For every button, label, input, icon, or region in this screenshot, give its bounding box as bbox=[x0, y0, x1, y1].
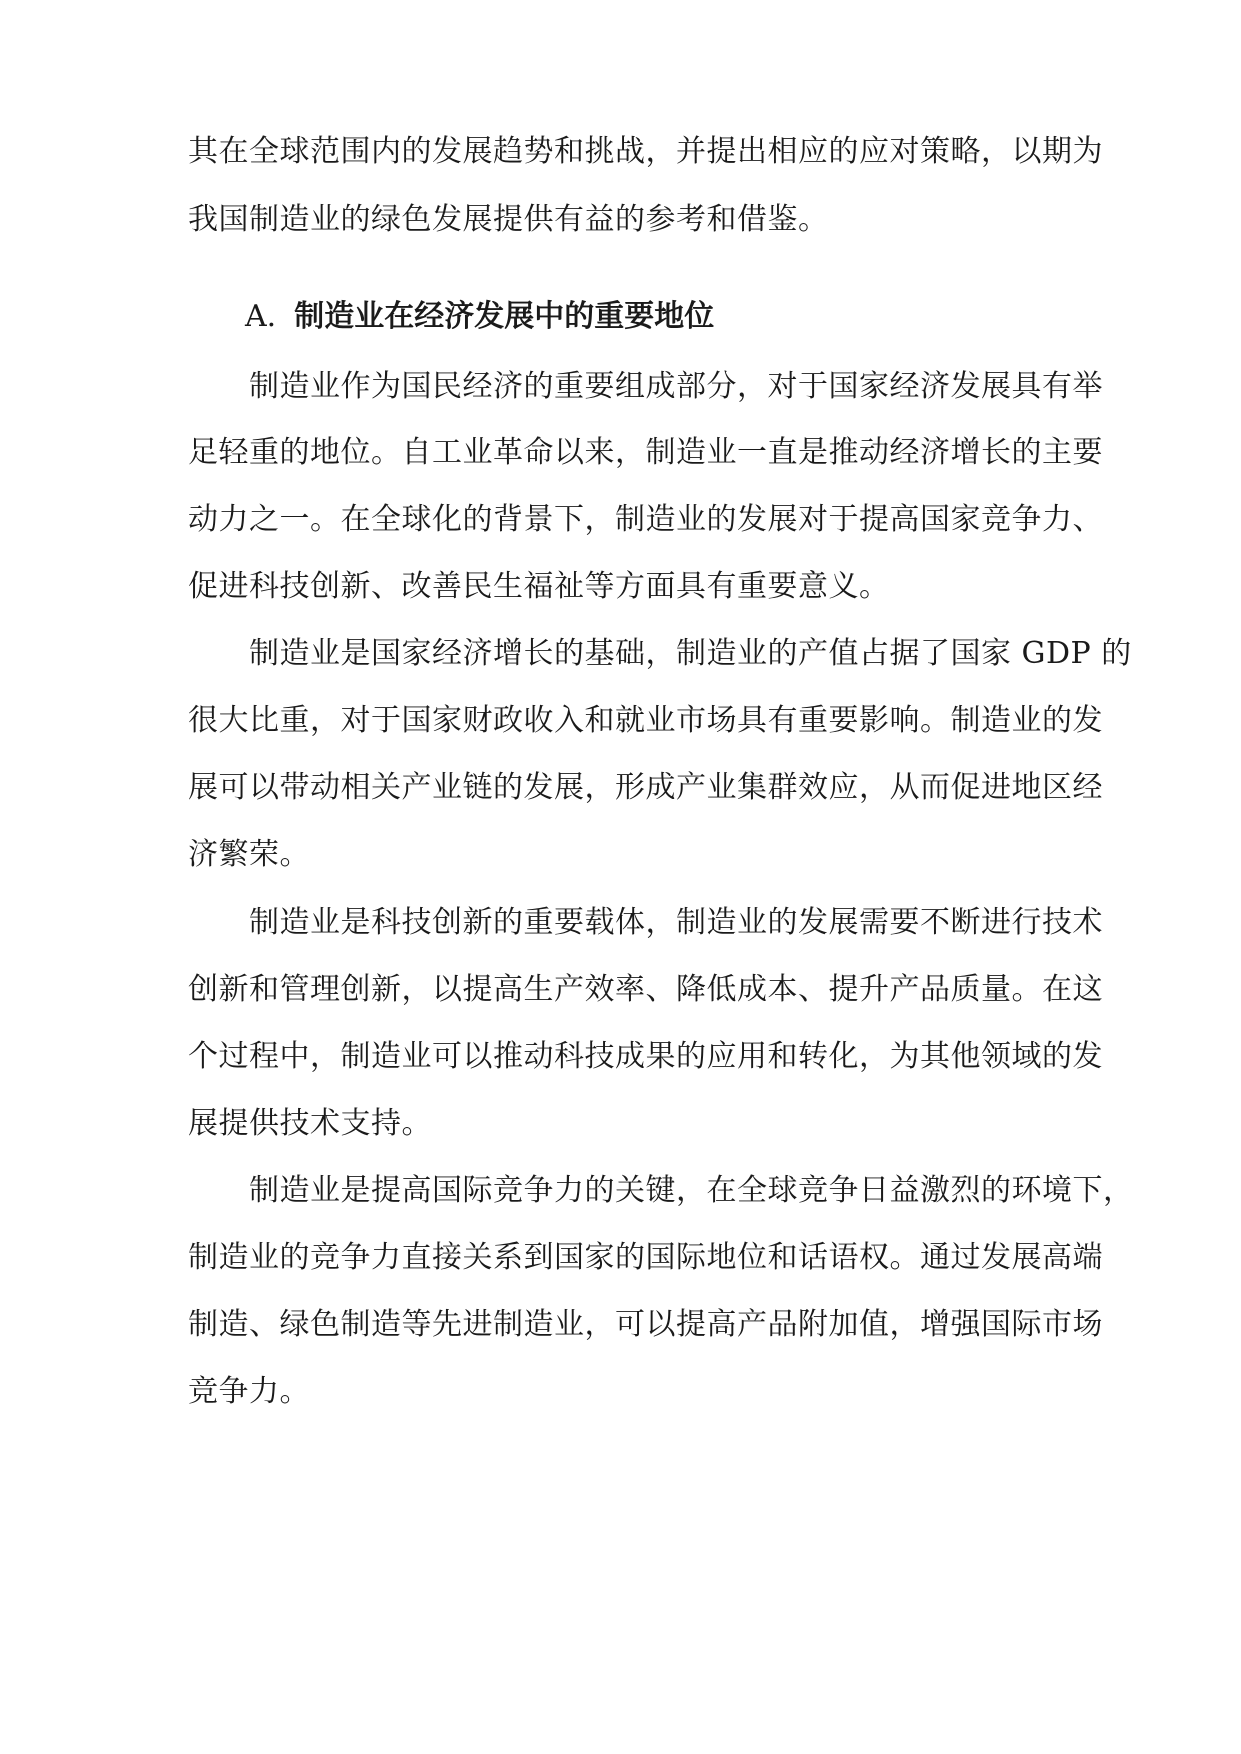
paragraph-3-line-2: 创新和管理创新，以提高生产效率、降低成本、提升产品质量。在这 bbox=[188, 972, 1103, 1007]
paragraph-4-line-4: 竞争力。 bbox=[188, 1374, 310, 1409]
section-title: 制造业在经济发展中的重要地位 bbox=[294, 299, 715, 334]
paragraph-1-line-3: 动力之一。在全球化的背景下，制造业的发展对于提高国家竞争力、 bbox=[188, 502, 1103, 537]
paragraph-3-line-4: 展提供技术支持。 bbox=[188, 1106, 432, 1141]
intro-line-2: 我国制造业的绿色发展提供有益的参考和借鉴。 bbox=[188, 202, 829, 237]
paragraph-4-line-1: 制造业是提高国际竞争力的关键，在全球竞争日益激烈的环境下， bbox=[188, 1173, 1134, 1208]
paragraph-4-line-2: 制造业的竞争力直接关系到国家的国际地位和话语权。通过发展高端 bbox=[188, 1240, 1103, 1275]
section-heading bbox=[245, 297, 714, 337]
paragraph-1-line-1: 制造业作为国民经济的重要组成部分，对于国家经济发展具有举 bbox=[188, 369, 1103, 404]
paragraph-4-line-3: 制造、绿色制造等先进制造业，可以提高产品附加值，增强国际市场 bbox=[188, 1307, 1103, 1342]
paragraph-2-line-4: 济繁荣。 bbox=[188, 837, 310, 872]
paragraph-2-line-1: 制造业是国家经济增长的基础，制造业的产值占据了国家 GDP 的 bbox=[188, 636, 1132, 671]
section-marker: A. bbox=[245, 299, 277, 334]
paragraph-1-line-2: 足轻重的地位。自工业革命以来，制造业一直是推动经济增长的主要 bbox=[188, 435, 1103, 470]
paragraph-1-line-4: 促进科技创新、改善民生福祉等方面具有重要意义。 bbox=[188, 569, 890, 604]
paragraph-2-line-3: 展可以带动相关产业链的发展，形成产业集群效应，从而促进地区经 bbox=[188, 770, 1103, 805]
paragraph-2-line-2: 很大比重，对于国家财政收入和就业市场具有重要影响。制造业的发 bbox=[188, 703, 1103, 738]
paragraph-3-line-1: 制造业是科技创新的重要载体，制造业的发展需要不断进行技术 bbox=[188, 905, 1103, 940]
paragraph-3-line-3: 个过程中，制造业可以推动科技成果的应用和转化，为其他领域的发 bbox=[188, 1039, 1103, 1074]
intro-line-1: 其在全球范围内的发展趋势和挑战，并提出相应的应对策略，以期为 bbox=[188, 134, 1103, 169]
